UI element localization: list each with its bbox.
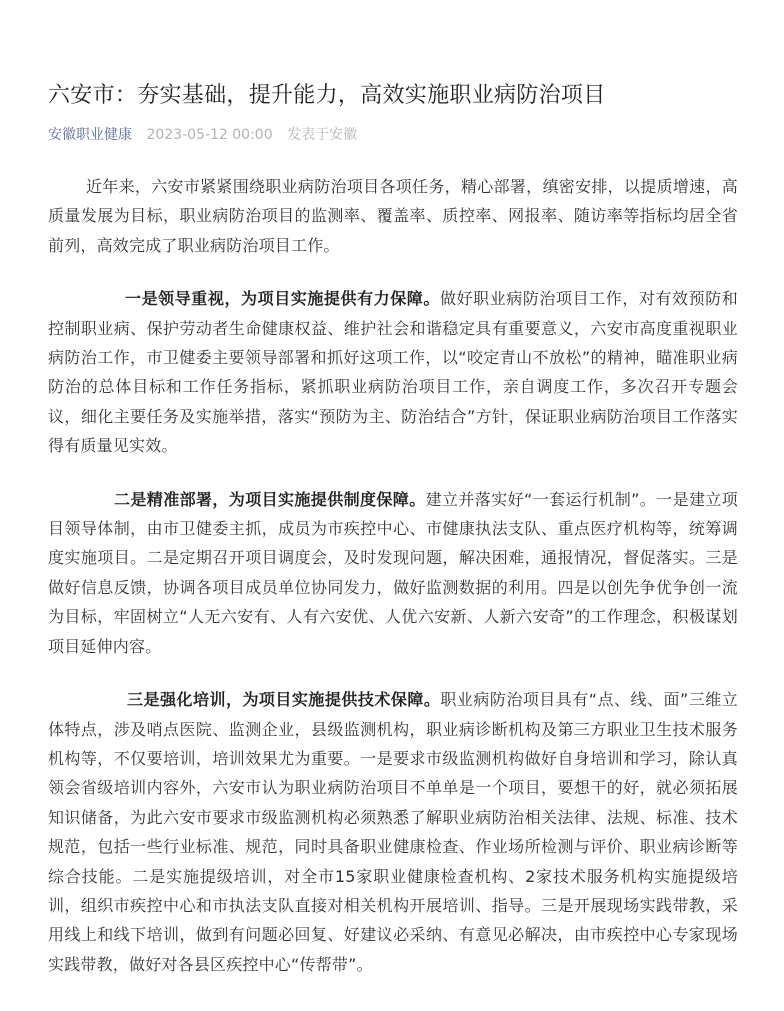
account-name-link[interactable]: 安徽职业健康 [48, 127, 132, 143]
paragraph-leadership [48, 284, 738, 460]
publish-date: 2023-05-12 00:00 [146, 127, 273, 143]
paragraph-intro [48, 172, 738, 260]
paragraph-lead: 三是强化培训，为项目实施提供技术保障。 [127, 690, 441, 710]
article [48, 0, 738, 979]
article-body [48, 172, 738, 979]
article-meta [48, 125, 738, 145]
paragraph-training [48, 685, 738, 979]
paragraph-lead: 二是精准部署，为项目实施提供制度保障。 [114, 489, 426, 509]
paragraph-text: 近年来，六安市紧紧围绕职业病防治项目各项任务，精心部署，缜密安排，以提质增速，高质量发展为目标，职业病防治项目的监测率、覆盖率、质控率、网报率、随访率等指标均居全省前列，高效完成了职业病防治项目工作。 [48, 177, 738, 255]
paragraph-lead: 一是领导重视，为项目实施提供有力保障。 [125, 289, 440, 309]
publish-location: 发表于安徽 [287, 127, 358, 143]
paragraph-deployment [48, 485, 738, 661]
paragraph-text: 做好职业病防治项目工作，对有效预防和控制职业病、保护劳动者生命健康权益、维护社会和谐稳定具有重要意义，六安市高度重视职业病防治工作，市卫健委主要领导部署和抓好这项工作，以“咬定青山不放松”的精神，瞄准职业病防治的总体目标和工作任务指标，紧抓职业病防治项目工作，亲自调度工作，多次召开专题会议，细化主要任务及实施举措，落实“预防为主、防治结合”方针，保证职业病防治项目工作落实得有质量见实效。 [48, 289, 738, 456]
article-title: 六安市：夯实基础，提升能力，高效实施职业病防治项目 [48, 83, 606, 108]
paragraph-text: 建立并落实好“一套运行机制”。一是建立项目领导体制，由市卫健委主抓，成员为市疾控中心、市健康执法支队、重点医疗机构等，统筹调度实施项目。二是定期召开项目调度会，及时发现问题，解决困难，通报情况，督促落实。三是做好信息反馈，协调各项目成员单位协同发力，做好监测数据的利用。四是以创先争优争创一流为目标，牢固树立“人无六安有、人有六安优、人优六安新、人新六安奇”的工作理念，积极谋划项目延伸内容。 [48, 489, 738, 656]
paragraph-text: 职业病防治项目具有“点、线、面”三维立体特点，涉及哨点医院、监测企业，县级监测机构，职业病诊断机构及第三方职业卫生技术服务机构等，不仅要培训，培训效果尤为重要。一是要求市级监测机构做好自身培训和学习，除认真领会省级培训内容外，六安市认为职业病防治项目不单单是一个项目，要想干的好，就必须拓展知识储备，为此六安市要求市级监测机构必须熟悉了解职业病防治相关法律、法规、标准、技术规范，包括一些行业标准、规范，同时具备职业健康检查、作业场所检测与评价、职业病诊断等综合技能。二是实施提级培训，对全市15家职业健康检查机构、2家技术服务机构实施提级培训，组织市疾控中心和市执法支队直接对相关机构开展培训、指导。三是开展现场实践带教，采用线上和线下培训，做到有问题必回复、好建议必采纳、有意见必解决，由市疾控中心专家现场实践带教，做好对各县区疾控中心“传帮带”。 [48, 690, 738, 974]
